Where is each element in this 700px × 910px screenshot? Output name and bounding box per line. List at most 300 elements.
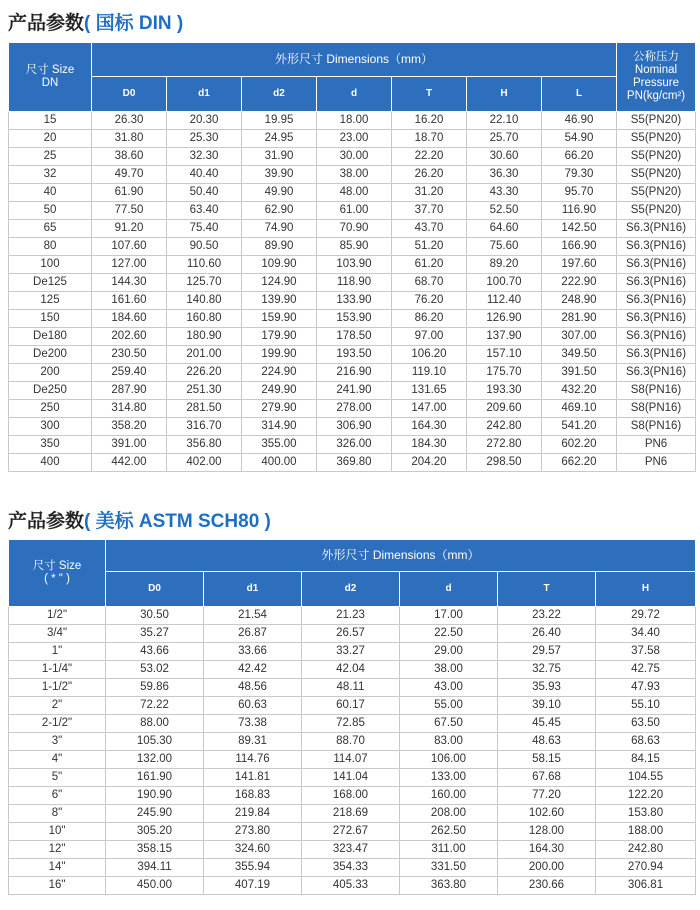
din-col-header: d (317, 77, 392, 112)
astm-value-cell: 272.67 (302, 823, 400, 841)
din-value-cell: 230.50 (92, 346, 167, 364)
din-value-cell: 76.20 (392, 292, 467, 310)
astm-value-cell: 73.38 (204, 715, 302, 733)
astm-value-cell: 42.75 (596, 661, 696, 679)
astm-value-cell: 160.00 (400, 787, 498, 805)
din-size-cell: 50 (9, 202, 92, 220)
din-value-cell: S5(PN20) (617, 184, 696, 202)
din-value-cell: 26.20 (392, 166, 467, 184)
astm-section-title (8, 506, 271, 533)
din-table-row (9, 166, 696, 184)
din-value-cell: 31.90 (242, 148, 317, 166)
din-value-cell: S5(PN20) (617, 148, 696, 166)
astm-value-cell: 83.00 (400, 733, 498, 751)
astm-value-cell: 133.00 (400, 769, 498, 787)
din-value-cell: 24.95 (242, 130, 317, 148)
astm-table-row (9, 877, 696, 895)
astm-value-cell: 23.22 (498, 607, 596, 625)
astm-size-cell: 4" (9, 751, 106, 769)
din-value-cell: 197.60 (542, 256, 617, 274)
din-value-cell: S6.3(PN16) (617, 346, 696, 364)
din-value-cell: 298.50 (467, 454, 542, 472)
astm-value-cell: 68.63 (596, 733, 696, 751)
din-value-cell: 159.90 (242, 310, 317, 328)
astm-value-cell: 245.90 (106, 805, 204, 823)
din-value-cell: 281.50 (167, 400, 242, 418)
din-table-row (9, 454, 696, 472)
astm-value-cell: 88.70 (302, 733, 400, 751)
astm-value-cell: 32.75 (498, 661, 596, 679)
astm-value-cell: 48.63 (498, 733, 596, 751)
din-value-cell: 201.00 (167, 346, 242, 364)
astm-size-cell: 1" (9, 643, 106, 661)
astm-value-cell: 47.93 (596, 679, 696, 697)
din-title-prefix: 产品参数 (8, 13, 85, 34)
din-value-cell: 91.20 (92, 220, 167, 238)
astm-value-cell: 219.84 (204, 805, 302, 823)
din-table-row (9, 364, 696, 382)
din-value-cell: 184.60 (92, 310, 167, 328)
din-value-cell: 31.80 (92, 130, 167, 148)
din-value-cell: 112.40 (467, 292, 542, 310)
astm-value-cell: 324.60 (204, 841, 302, 859)
din-value-cell: PN6 (617, 436, 696, 454)
din-table-row (9, 436, 696, 454)
din-value-cell: 222.90 (542, 274, 617, 292)
din-value-cell: S6.3(PN16) (617, 292, 696, 310)
astm-value-cell: 141.81 (204, 769, 302, 787)
din-value-cell: 193.30 (467, 382, 542, 400)
din-value-cell: 50.40 (167, 184, 242, 202)
astm-value-cell: 55.00 (400, 697, 498, 715)
din-table-row (9, 418, 696, 436)
astm-value-cell: 153.80 (596, 805, 696, 823)
astm-value-cell: 37.58 (596, 643, 696, 661)
astm-value-cell: 38.00 (400, 661, 498, 679)
din-size-header (9, 43, 92, 112)
din-value-cell: 75.40 (167, 220, 242, 238)
astm-value-cell: 29.72 (596, 607, 696, 625)
din-value-cell: 314.80 (92, 400, 167, 418)
din-value-cell: 126.90 (467, 310, 542, 328)
din-value-cell: 469.10 (542, 400, 617, 418)
astm-value-cell: 132.00 (106, 751, 204, 769)
din-value-cell: S5(PN20) (617, 202, 696, 220)
astm-value-cell: 29.57 (498, 643, 596, 661)
din-value-cell: 40.40 (167, 166, 242, 184)
astm-value-cell: 188.00 (596, 823, 696, 841)
din-value-cell: 16.20 (392, 112, 467, 130)
din-value-cell: 180.90 (167, 328, 242, 346)
din-value-cell: S8(PN16) (617, 400, 696, 418)
din-pressure-header-line1: 公称压力 (633, 50, 679, 63)
astm-table-row (9, 841, 696, 859)
din-value-cell: 281.90 (542, 310, 617, 328)
din-size-cell: 65 (9, 220, 92, 238)
din-value-cell: 125.70 (167, 274, 242, 292)
din-value-cell: 248.90 (542, 292, 617, 310)
astm-value-cell: 26.57 (302, 625, 400, 643)
din-size-cell: 25 (9, 148, 92, 166)
din-value-cell: 26.30 (92, 112, 167, 130)
din-table-row (9, 328, 696, 346)
din-value-cell: 79.30 (542, 166, 617, 184)
astm-size-header (9, 540, 106, 607)
din-value-cell: 355.00 (242, 436, 317, 454)
din-size-cell: De200 (9, 346, 92, 364)
din-size-cell: 250 (9, 400, 92, 418)
din-value-cell: 164.30 (392, 418, 467, 436)
din-table-row (9, 130, 696, 148)
din-value-cell: 95.70 (542, 184, 617, 202)
din-value-cell: 369.80 (317, 454, 392, 472)
astm-col-header: d (400, 572, 498, 607)
din-value-cell: 61.20 (392, 256, 467, 274)
din-value-cell: 63.40 (167, 202, 242, 220)
din-value-cell: 139.90 (242, 292, 317, 310)
din-value-cell: 52.50 (467, 202, 542, 220)
din-section-title (8, 8, 183, 35)
din-table-row (9, 238, 696, 256)
din-size-header-line2: DN (41, 77, 59, 89)
astm-col-header: T (498, 572, 596, 607)
astm-table-row (9, 697, 696, 715)
din-table-body (9, 112, 696, 472)
astm-value-cell: 84.15 (596, 751, 696, 769)
din-value-cell: 119.10 (392, 364, 467, 382)
din-col-header: L (542, 77, 617, 112)
astm-size-cell: 1-1/4" (9, 661, 106, 679)
astm-value-cell: 102.60 (498, 805, 596, 823)
astm-value-cell: 218.69 (302, 805, 400, 823)
astm-value-cell: 190.90 (106, 787, 204, 805)
din-value-cell: S5(PN20) (617, 166, 696, 184)
din-value-cell: 314.90 (242, 418, 317, 436)
din-value-cell: 307.00 (542, 328, 617, 346)
din-size-cell: 350 (9, 436, 92, 454)
din-value-cell: 199.90 (242, 346, 317, 364)
astm-table-row (9, 607, 696, 625)
astm-size-cell: 2" (9, 697, 106, 715)
din-col-header: T (392, 77, 467, 112)
din-value-cell: 18.00 (317, 112, 392, 130)
din-value-cell: 137.90 (467, 328, 542, 346)
astm-title-prefix: 产品参数 (8, 511, 85, 532)
din-value-cell: 127.00 (92, 256, 167, 274)
din-value-cell: 391.00 (92, 436, 167, 454)
din-value-cell: 18.70 (392, 130, 467, 148)
din-value-cell: 316.70 (167, 418, 242, 436)
astm-value-cell: 60.63 (204, 697, 302, 715)
din-value-cell: 116.90 (542, 202, 617, 220)
astm-value-cell: 39.10 (498, 697, 596, 715)
din-value-cell: S6.3(PN16) (617, 364, 696, 382)
din-value-cell: 38.60 (92, 148, 167, 166)
din-col-header: d2 (242, 77, 317, 112)
astm-size-cell: 14" (9, 859, 106, 877)
din-size-cell: 300 (9, 418, 92, 436)
din-value-cell: 89.20 (467, 256, 542, 274)
astm-value-cell: 114.07 (302, 751, 400, 769)
astm-value-cell: 21.54 (204, 607, 302, 625)
din-value-cell: 51.20 (392, 238, 467, 256)
din-table-row (9, 148, 696, 166)
din-size-cell: 150 (9, 310, 92, 328)
din-value-cell: 64.60 (467, 220, 542, 238)
din-dimensions-table (8, 42, 696, 472)
astm-col-header: d1 (204, 572, 302, 607)
din-value-cell: PN6 (617, 454, 696, 472)
din-pressure-header (617, 43, 696, 112)
astm-value-cell: 230.66 (498, 877, 596, 895)
astm-value-cell: 29.00 (400, 643, 498, 661)
din-value-cell: S6.3(PN16) (617, 328, 696, 346)
din-size-cell: De250 (9, 382, 92, 400)
din-value-cell: 31.20 (392, 184, 467, 202)
din-value-cell: 249.90 (242, 382, 317, 400)
astm-value-cell: 89.31 (204, 733, 302, 751)
din-title-standard: ( 国标 DIN ) (84, 13, 184, 34)
din-value-cell: 30.60 (467, 148, 542, 166)
din-value-cell: 279.90 (242, 400, 317, 418)
astm-value-cell: 45.45 (498, 715, 596, 733)
astm-size-cell: 6" (9, 787, 106, 805)
astm-table-row (9, 859, 696, 877)
astm-table-row (9, 643, 696, 661)
din-value-cell: 178.50 (317, 328, 392, 346)
din-size-cell: 400 (9, 454, 92, 472)
din-value-cell: 46.90 (542, 112, 617, 130)
din-value-cell: 349.50 (542, 346, 617, 364)
din-value-cell: 175.70 (467, 364, 542, 382)
din-value-cell: 153.90 (317, 310, 392, 328)
din-value-cell: 107.60 (92, 238, 167, 256)
astm-value-cell: 208.00 (400, 805, 498, 823)
din-value-cell: 62.90 (242, 202, 317, 220)
din-value-cell: 278.00 (317, 400, 392, 418)
astm-table-row (9, 661, 696, 679)
din-value-cell: 110.60 (167, 256, 242, 274)
din-value-cell: S6.3(PN16) (617, 256, 696, 274)
astm-value-cell: 77.20 (498, 787, 596, 805)
astm-value-cell: 48.56 (204, 679, 302, 697)
din-value-cell: 32.30 (167, 148, 242, 166)
din-table-row (9, 256, 696, 274)
din-value-cell: 216.90 (317, 364, 392, 382)
astm-value-cell: 354.33 (302, 859, 400, 877)
astm-value-cell: 323.47 (302, 841, 400, 859)
din-value-cell: 356.80 (167, 436, 242, 454)
din-value-cell: 306.90 (317, 418, 392, 436)
astm-size-header-line2: ( * " ) (44, 573, 70, 585)
astm-size-cell: 5" (9, 769, 106, 787)
din-value-cell: 272.80 (467, 436, 542, 454)
astm-table-row (9, 823, 696, 841)
astm-value-cell: 405.33 (302, 877, 400, 895)
din-table-row (9, 400, 696, 418)
din-size-cell: 20 (9, 130, 92, 148)
din-value-cell: 251.30 (167, 382, 242, 400)
astm-value-cell: 270.94 (596, 859, 696, 877)
astm-size-cell: 1/2" (9, 607, 106, 625)
astm-col-header: d2 (302, 572, 400, 607)
din-value-cell: 61.00 (317, 202, 392, 220)
din-value-cell: 391.50 (542, 364, 617, 382)
astm-value-cell: 72.85 (302, 715, 400, 733)
astm-value-cell: 30.50 (106, 607, 204, 625)
astm-size-cell: 3" (9, 733, 106, 751)
din-value-cell: 157.10 (467, 346, 542, 364)
astm-table-body (9, 607, 696, 895)
din-value-cell: 541.20 (542, 418, 617, 436)
din-value-cell: 43.70 (392, 220, 467, 238)
din-value-cell: 602.20 (542, 436, 617, 454)
astm-value-cell: 128.00 (498, 823, 596, 841)
astm-value-cell: 407.19 (204, 877, 302, 895)
din-value-cell: 30.00 (317, 148, 392, 166)
din-value-cell: S8(PN16) (617, 418, 696, 436)
astm-value-cell: 21.23 (302, 607, 400, 625)
din-value-cell: 20.30 (167, 112, 242, 130)
astm-value-cell: 450.00 (106, 877, 204, 895)
astm-dimensions-header: 外形尺寸 Dimensions（mm） (106, 540, 696, 572)
astm-value-cell: 114.76 (204, 751, 302, 769)
astm-value-cell: 48.11 (302, 679, 400, 697)
din-table-row (9, 274, 696, 292)
din-value-cell: 106.20 (392, 346, 467, 364)
astm-value-cell: 273.80 (204, 823, 302, 841)
din-value-cell: 259.40 (92, 364, 167, 382)
astm-table-row (9, 625, 696, 643)
din-value-cell: 66.20 (542, 148, 617, 166)
din-size-cell: 32 (9, 166, 92, 184)
din-table-row (9, 202, 696, 220)
din-value-cell: 358.20 (92, 418, 167, 436)
din-size-cell: 200 (9, 364, 92, 382)
din-value-cell: 97.00 (392, 328, 467, 346)
astm-value-cell: 305.20 (106, 823, 204, 841)
astm-value-cell: 88.00 (106, 715, 204, 733)
astm-value-cell: 35.93 (498, 679, 596, 697)
din-value-cell: 166.90 (542, 238, 617, 256)
din-value-cell: 23.00 (317, 130, 392, 148)
astm-value-cell: 168.83 (204, 787, 302, 805)
astm-value-cell: 164.30 (498, 841, 596, 859)
din-value-cell: 25.30 (167, 130, 242, 148)
din-size-header-line1: 尺寸 Size (25, 63, 75, 76)
astm-value-cell: 42.42 (204, 661, 302, 679)
astm-value-cell: 26.40 (498, 625, 596, 643)
astm-value-cell: 200.00 (498, 859, 596, 877)
din-value-cell: S6.3(PN16) (617, 220, 696, 238)
din-value-cell: S6.3(PN16) (617, 310, 696, 328)
astm-table-row (9, 805, 696, 823)
din-size-cell: 80 (9, 238, 92, 256)
astm-size-cell: 1-1/2" (9, 679, 106, 697)
astm-value-cell: 34.40 (596, 625, 696, 643)
din-size-cell: 125 (9, 292, 92, 310)
din-size-cell: 15 (9, 112, 92, 130)
din-value-cell: 49.90 (242, 184, 317, 202)
astm-value-cell: 358.15 (106, 841, 204, 859)
astm-value-cell: 72.22 (106, 697, 204, 715)
din-table-row (9, 112, 696, 130)
din-pressure-header-line4: PN(kg/cm²) (626, 90, 686, 103)
astm-size-cell: 8" (9, 805, 106, 823)
din-value-cell: 224.90 (242, 364, 317, 382)
din-value-cell: 36.30 (467, 166, 542, 184)
din-value-cell: 442.00 (92, 454, 167, 472)
din-value-cell: 144.30 (92, 274, 167, 292)
din-pressure-header-line3: Pressure (632, 77, 680, 89)
din-value-cell: 118.90 (317, 274, 392, 292)
astm-value-cell: 363.80 (400, 877, 498, 895)
din-value-cell: 226.20 (167, 364, 242, 382)
din-value-cell: 193.50 (317, 346, 392, 364)
din-value-cell: 25.70 (467, 130, 542, 148)
astm-value-cell: 26.87 (204, 625, 302, 643)
astm-value-cell: 161.90 (106, 769, 204, 787)
din-value-cell: 287.90 (92, 382, 167, 400)
astm-table-row (9, 787, 696, 805)
astm-size-cell: 10" (9, 823, 106, 841)
astm-value-cell: 104.55 (596, 769, 696, 787)
din-value-cell: 68.70 (392, 274, 467, 292)
din-size-cell: De125 (9, 274, 92, 292)
astm-table-row (9, 679, 696, 697)
din-table-row (9, 382, 696, 400)
din-value-cell: S5(PN20) (617, 112, 696, 130)
din-value-cell: 326.00 (317, 436, 392, 454)
din-value-cell: S6.3(PN16) (617, 238, 696, 256)
astm-size-cell: 12" (9, 841, 106, 859)
din-value-cell: 74.90 (242, 220, 317, 238)
astm-value-cell: 106.00 (400, 751, 498, 769)
din-value-cell: 241.90 (317, 382, 392, 400)
din-value-cell: 70.90 (317, 220, 392, 238)
din-value-cell: 77.50 (92, 202, 167, 220)
astm-table-row (9, 751, 696, 769)
astm-value-cell: 43.66 (106, 643, 204, 661)
din-col-header: H (467, 77, 542, 112)
din-value-cell: 61.90 (92, 184, 167, 202)
astm-size-cell: 2-1/2" (9, 715, 106, 733)
astm-col-header: H (596, 572, 696, 607)
astm-value-cell: 60.17 (302, 697, 400, 715)
din-value-cell: 90.50 (167, 238, 242, 256)
din-value-cell: 86.20 (392, 310, 467, 328)
astm-value-cell: 59.86 (106, 679, 204, 697)
astm-value-cell: 22.50 (400, 625, 498, 643)
din-value-cell: 140.80 (167, 292, 242, 310)
din-value-cell: S5(PN20) (617, 130, 696, 148)
din-size-cell: 40 (9, 184, 92, 202)
din-value-cell: 432.20 (542, 382, 617, 400)
din-col-header: D0 (92, 77, 167, 112)
din-value-cell: 133.90 (317, 292, 392, 310)
din-size-cell: 100 (9, 256, 92, 274)
din-value-cell: 662.20 (542, 454, 617, 472)
din-value-cell: 43.30 (467, 184, 542, 202)
din-value-cell: 22.20 (392, 148, 467, 166)
din-value-cell: 37.70 (392, 202, 467, 220)
din-value-cell: 109.90 (242, 256, 317, 274)
din-value-cell: 75.60 (467, 238, 542, 256)
din-value-cell: 54.90 (542, 130, 617, 148)
din-value-cell: 179.90 (242, 328, 317, 346)
din-value-cell: 142.50 (542, 220, 617, 238)
din-value-cell: 160.80 (167, 310, 242, 328)
